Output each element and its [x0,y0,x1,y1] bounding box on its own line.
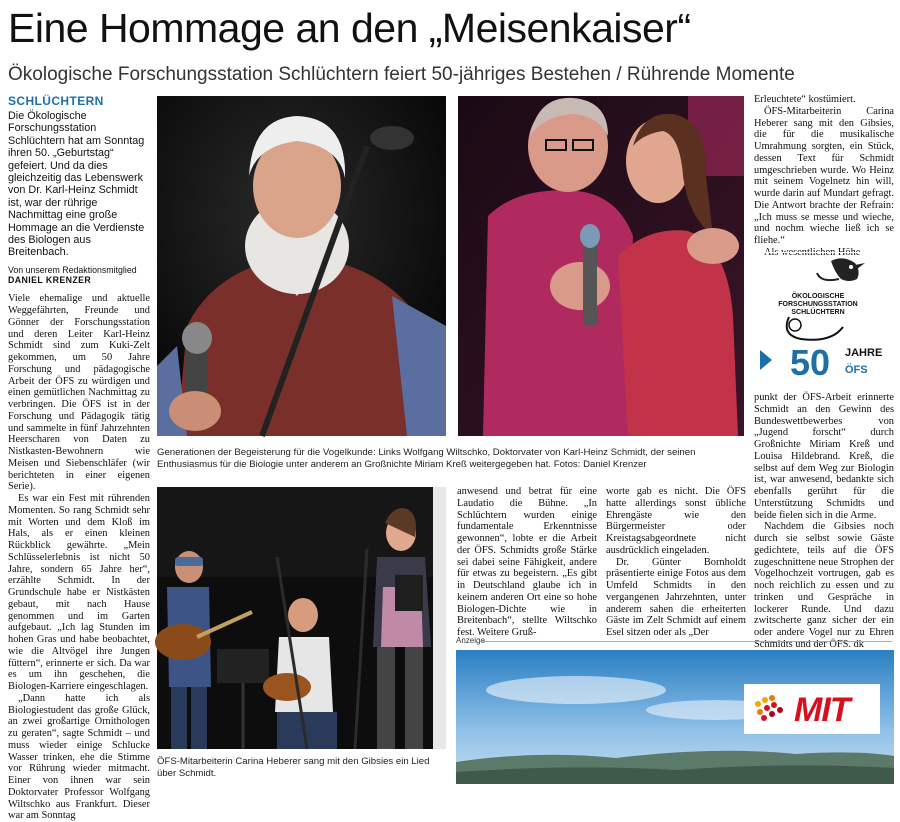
article-lead: Die Ökologische Forschungsstation Schlüchtern hat am Sonntag ihren 50. „Geburtstag“ gefeiert. Und da dies gleichzeitig das Lebenswerk von Dr. Karl-Heinz Schmidt ist, war der rührige Nachmittag eine große Hommage an die Verdienste des Biologen aus Breitenbach. [8,110,145,259]
photo-wiltschko [157,96,446,436]
oefs-logo [760,252,872,342]
ad-brand-name: MIT [794,691,850,729]
logo-org-line3: SCHLÜCHTERN [791,309,845,316]
logo-org-line2: FORSCHUNGSSTATION [778,301,858,308]
anniversary-badge-org: ÖFS [845,364,868,376]
paragraph: Nachdem die Gibsies noch durch sie selbst sowie Gäste gedichtete, teils auf die ÖFS zugeschnittene neue Strophen der Vogelhochzeit vortrugen, gab es noch reichlich zu essen und zu trinken und Gespräche in lockerer Runde. Und dazu zwitscherte ganz sicher der ein oder andere Vogel nur zu Ehren Schmidts und der ÖFS. dk [754,521,894,650]
ad-divider [480,641,892,642]
paragraph: Viele ehemalige und aktuelle Weggefährten, Freunde und Gönner der Forschungsstation und deren Leiter Karl-Heinz Schmidt sind zum Kuki-Zelt gekommen, um 50 Jahre Forschung und pädagogische Arbeit der ÖFS zu würdigen und einen gemütlichen Nachmittag zu verbringen. Die ÖFS ist in der Forschung und Pädagogik tätig und sammelte in fünf Jahrzehnten Heerscharen von Daten zu Nistkasten-Bewohnern wie Meisen und Siebenschläfer (wir berichteten in einer eigenen Serie). [8,293,150,493]
photo-wiltschko-image [157,96,446,436]
text-column-3 [457,486,597,638]
paragraph: „Dann hatte ich als Biologiestudent das große Glück, an zwei großartige Ornithologen zu geraten“, sagte Schmidt – und muss wieder einige Schlucke Wasser trinken, ehe die Stimme vor Rührung wieder mitmacht. Einer von ihnen war sein Doktorvater Professor Wolfgang Wiltschko aus Frankfurt. Dieser war am Sonntag [8,692,150,822]
photo-schmidt-kress-image [458,96,744,436]
text-column-1 [8,94,150,822]
dateline: SCHLÜCHTERN [8,94,104,108]
paragraph: Dr. Günter Bornholdt präsentierte einige Fotos aus dem Umfeld Schmidts in den vergangenen Jahrzehnten, unter anderem sahen die erheiterten Gäste im Zelt Schmidt auf einem Esel sitzen oder als „Der [606,556,746,638]
brand-swoosh-icon [752,690,796,730]
ad-label: Anzeige [456,636,485,645]
anniversary-badge-number: 50 [790,342,831,383]
paragraph: punkt der ÖFS-Arbeit erinnerte Schmidt an den Gewinn des Bundeswettbewerbes von „Jugend forscht“ durch Großnichte Miriam Kreß und Louisa Hildebrand. Kreß, die selbst auf dem Weg zur Biologin ist, war anwesend, bedankte sich ebenfalls gerührt für die Unterstützung Schmidts und beide fielen sich in die Arme. [754,392,894,521]
byline-label: Von unserem Redaktionsmitglied [8,264,137,275]
chevron-right-icon [758,348,774,372]
paragraph: Erleuchtete“ kostümiert. [754,94,856,105]
photo-gibsies [157,487,446,749]
text-column-5-bottom [754,392,894,650]
text-column-4 [606,486,746,638]
paragraph: Es war ein Fest mit rührenden Momenten. So rang Schmidt sehr mit Worten und dem Kloß im Hals, als er einen kleinen Rückblick gewährte. „Mein Schlüsselerlebnis ist nicht 50 Jahre, sondern 65 Jahre her“, erzählte Schmidt. In der Grundschule habe er Nistkästen gebaut, mit nach Hause genommen und im Garten aufgebaut. „Ich lag Stunden im hohen Gras und habe beobachtet, wie die Altvögel ihre Jungen füttern“, erinnerte er sich. Da war es um ihn geschehen, die Biologen-Karriere eingeschlagen. [8,493,150,693]
caption-top-photos: Generationen der Begeisterung für die Vogelkunde: Links Wolfgang Wiltschko, Doktorvater von Karl-Heinz Schmidt, der seinen Enthusiasmus für die Biologie unter anderem an Großnichte Miriam Kreß weitergegeben hat. Fotos: Daniel Krenzer [157,447,696,470]
photo-gibsies-image [157,487,446,749]
paragraph: anwesend und betrat für eine Laudatio die Bühne. „In Schlüchtern wurden einige fundamentale Erkenntnisse gewonnen“, lobte er die Arbeit der ÖFS. Schmidts große Stärke sei dabei seine Fähigkeit, andere für etwas zu begeistern. „Es gibt in Deutschland glaube ich in keinem anderen Ort eine so hohe Biologen-Dichte wie in Breitenbach“, stellte Wiltschko fest. Weitere Gruß- [457,486,597,638]
paragraph: ÖFS-Mitarbeiterin Carina Heberer sang mit den Gibsies, die für die musikalische Umrahmung sorgten, ein Stück, dessen Text für Schmidt umgeschrieben wurde. Wo Heinz mit seinem Vogelnetz hin will, wurde darin auf Mundart gefragt. Die Antwort brachte der Refrain: „Ich muss se messe und wieche, und nochm wieche ließ ich se fliehe.“ [754,105,894,246]
paragraph: Als wesentlichen Höhe- [764,246,864,258]
ad-brand-logo[interactable] [744,684,880,734]
paragraph: worte gab es nicht. Die ÖFS hatte allerdings sonst übliche Ehrengäste wie den Bürgermeister oder Kreistagsabgeordnete nicht ausdrücklich eingeladen. [606,486,746,556]
text-column-5-top [754,94,894,258]
photo-schmidt-kress [458,96,744,436]
caption-gibsies-photo: ÖFS-Mitarbeiterin Carina Heberer sang mit den Gibsies ein Lied über Schmidt. [157,756,430,779]
article-headline: Eine Hommage an den „Meisenkaiser“ [8,5,691,51]
logo-org-line1: ÖKOLOGISCHE [791,293,845,300]
anniversary-badge-word: JAHRE [845,347,883,359]
byline-name: DANIEL KRENZER [8,275,92,286]
article-subheadline: Ökologische Forschungsstation Schlüchtern feiert 50-jähriges Bestehen / Rührende Momente [8,64,795,85]
